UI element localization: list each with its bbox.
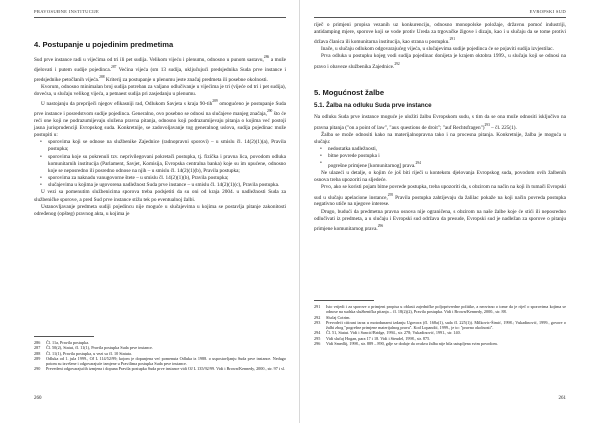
bullet-list [314,146,566,170]
footnote-text: Vidi Smedlij, 1998., str. 889 – 890, gdje se dodaje da ovakva žalba nije bila ustupljena svim povodom. [326,341,498,347]
section-heading: 4. Postupanje u pojedinim predmetima [34,40,174,49]
paragraph: Inače, u slučaju odlukom odgovarajućeg vijeća, u slučajevima sudije pojedinca će se pojaviti sudija izvjestilac. [321,46,554,53]
footnote-number: 288 [34,350,41,356]
footnotes [314,300,566,346]
body-text [34,22,286,218]
footnote-text: Čl. 11a, Pravila postupka. [46,340,90,345]
paragraph: U nastojanju da prepriječi njegov efikasniji rad, Odlukom Savjeta s kraja 90-tih$^{289}$ omogućeno je postupanje Suda prve instance i posredstvom sudije pojedinca. Generalno, ovo posebno se odnosi na slučajeve manjeg značaja,$^{290}$ što će reći one koji ne podrazumijevaju složena pravna pitanja, odnosno koji podrazumijevaju pitanja o kojima već postoji jasna jurisprudenciji Evropskog suda. Konkretnije, se zadovoljavanje tog generalnog uslova, sudija pojedinac može postupiti u: [34,99,286,139]
footnote [34,356,286,367]
footnotes [34,336,286,372]
footnote-text: Čl. 11(1), Pravila postupka, u vezi sa čl. 10 Statuta. [46,350,132,356]
footnote-text: Prevodeći citirani izraz u motodunarni izdanju Ugovora (čl. 168a(1), sada čl. 225(1)). Milkovic-Šimić, 1998.; Vukadinović, 1999., govore o žalbi zbog "pogrešne primjene materijalnog prava". Kod Lopandić, 1999., je to: "pravno okolnosti". [326,319,566,331]
paragraph: Prva odluka u postupku kojeg vodi sudija pojedinac donijeta je krajem oktobra 1999., u slučaju koji se odnosi na pravo i obaveze službenika Zajednice.$^{292}$ [314,53,566,70]
footnote-text: Prevedeni odgovarajućih izmjena i dopuna Pravila postupka Suda prve instance vidi OJ L 135/92/99. Vidi i Brown/Kennedy, 2000., str. 97 i sl. [46,366,285,372]
footnote-number: 296 [314,341,321,347]
paragraph: Ustanovljavanje predmeta sudiji pojedincu nije moguće u slučajevima u kojima se postavlja pitanje zakonitosti određenog (opšteg) pravnog akta, u kojima je [34,203,286,217]
right-page [300,0,600,423]
footnote-ref: 290 [266,108,273,113]
page-number: 260 [34,396,42,401]
footnote-ref: 287 [111,64,117,69]
paragraph: Žalba se može odnositi kako na materijalnopravna tako i na procesna pitanja. Konkretnije, žalba je moguća u slučaju: [314,131,566,145]
footnote-text: Čl. 50(2), Statut, čl. 11(1), Pravila postupka Suda prve instance. [46,345,153,351]
footnote-ref: 292 [394,61,400,66]
paragraph: Sud prve instance radi u vijećima od tri ili pet sudija. Velikom vijeću i plenumu, odnosno u punom sastavu,$^{286}$ a može djelovati i putem sudije pojedinca.$^{287}$ Većina vijeća (sm 13 sudija, uključujući predsjednika Suda prve instance i predsjednike petočlanih vijeća.$^{288}$ Kriterij za postupanje u plenumu jeste značaj predmeta ili posebne okolnosti. [34,55,286,83]
paragraph: Na odluku Suda prve instance moguće je uložiti žalbu Evropskom sudu, s tim da se ona može odnositi isključivo na pravna pitanja ("on a point of law", "aux questions de droit"; "auf Rechtsfragen")$^{293}$ – čl. 225(1). [314,114,566,131]
subsection-heading: 5.1. Žalba na odluku Suda prve instance [314,102,432,110]
footnote [314,304,566,315]
footnote-number: 293 [314,319,321,325]
header-rule [34,17,286,18]
running-head: PRAVOSUĐNE INSTITUCIJE [34,9,100,14]
list-item: • sporovima za naknadu vanugovorne štete – u smislu čl. 14(2)(1)(b), Pravila postupka; [48,175,286,182]
header-rule [314,17,566,18]
footnote-rule [34,336,94,337]
footnote-number: 294 [314,330,321,336]
footnote [314,341,566,346]
footnote-number: 289 [34,355,41,361]
footnote-rule [314,300,374,301]
list-item: • sporovima koji se odnose na službenike Zajednice (radnopravni sporovi) – u smislu čl. 14(2)(1)(a), Pravila postupka; [48,139,286,153]
body-text [314,22,566,233]
paragraph: Ne ulazeći u detalje, o kojim će još biti riječi u kontekstu djelovanja Evropskog suda, povodom ovih žalbenih osnova treba upozoriti na sljedeće. [314,170,566,184]
paragraph: Kvorum, odnosno minimalan broj sudija potreban za valjano odlučivanje u vijećima je tri (vijeće od tri i pet sudija), dovećsa, u slučaju velikog vijeća, a petnaest sudija pri zasjedanju u plenumu. [34,83,286,97]
footnote-ref: 288 [99,74,105,79]
list-item: • bitne povrede postupka i [328,153,566,160]
footnote-number: 290 [34,366,41,372]
footnote-text: Vidi slučaj Hogan, para 17 i 18. Vidi i Steudel, 1998., str. 875. [326,335,431,341]
paragraph: Prvo, ako se koristi pojam bitne povrede postupka, treba upozoriti da, s obzirom na način na koji ih tumači Evropski sud u slučaju apelacione instance,$^{295}$ Pravila postupka zahtijevaju da žalilac pokaže na koji način povreda postupka negativno utiče na njegove interese. [314,184,566,208]
footnote-number: 287 [34,345,41,351]
footnote-ref: 294 [415,161,421,166]
bullet-list [34,139,286,189]
list-item: • slučajevima u kojima je ugovorena nadležnost Suda prve instance – u smislu čl. 14(2)(1)(c), Pravila postupka. [48,182,286,189]
paragraph: Drugo, budući da predmetna pravna osnova nije ograničena, s obzirom na naše žalbe koje će stići ili neposredno odlučivati iz predmeta, a u slučaju i Evropski sud održava da presude, Evropski sud je nadležan za sporove o pitanju primjene komunitarnog prava.$^{296}$ [314,208,566,232]
footnote-ref: 291 [449,37,455,42]
footnote-number: 286 [34,340,41,345]
list-item: • nedostatka nadležnosti, [328,146,566,153]
paragraph: U vezi sa pomenutim službenicima sporova treba podsjetiti da su oni od kraja 2004. u nadležnosti Suda za službeničke sporove, a pred Sud prve instance stižu tek po eventualnoj žalbi. [34,189,286,203]
paragraph: riječ o primjeni propisa vezanih uz konkurenciju, odnosno monopolske položaje, državnu pomoć industriji, antidamping mjere, sporove koji se vode protiv Ureda za trgovačke žigove i dizajn, kao i u slučaju da se tome protivi država članica ili komunitarna institucija, kao strana u postupku.$^{291}$ [314,22,566,46]
footnote-text: Isto vrijedi i za sporove o primjeni propisa u oblasti zajedničke poljoprivredne politike, a neovisno o tome da je riječ o sporovima kojima se odnose na sudska službenička pitanja – čl. 18(2)(2), Pravila postupka. Vidi i Brown/Kennedy, 2000., str. 88. [326,304,566,315]
footnote [314,320,566,331]
footnote-text: Slučaj Cotrim. [326,314,351,320]
footnote-ref: 289 [212,99,218,104]
footnote-number: 292 [314,314,321,320]
list-item: • pogrešne primjene [komunitarnog] prava.$^{294}$ [328,160,566,170]
footnote-text: Čl. 51, Statut. Vidi i Sancić/Bridge, 1994., str. 278; Vukadinović, 1991., str. 140. [326,330,461,336]
list-item: • sporovima koje su pokrenuli tzv. neprivilegovani pokretači postupka, tj. fizička i pravna lica, povodom odluka komunitarnih institucija (Parlament, Savjet, Komisija, Evropska centralna banka) koje su im upućene, odnosno koje se neposredno ili posredno odnose na njih – u smislu čl. 14(2)(1)(b), Pravila postupka; [48,154,286,175]
page-number: 261 [558,396,566,401]
footnote-number: 291 [314,304,321,309]
running-head: EVROPSKI SUD [529,9,566,14]
footnote-number: 295 [314,335,321,341]
footnote [34,366,286,371]
footnote-ref: 296 [377,223,384,228]
section-heading: 5. Mogućnost žalbe [314,88,385,98]
footnote-ref: 293 [484,122,490,127]
footnote-text: Odluka od 1. jula 1999., OJ L 114/52/99; kojom je dopunjena već pomenuta Odluka iz 1988. o uspostavljanju Suda prve instance. Nedugo potom su izvršene i odgovarajuće izmjene u Pravilima postupka Suda prve instance. [46,355,286,367]
footnote-ref: 295 [387,192,394,197]
footnote-ref: 286 [263,55,270,59]
